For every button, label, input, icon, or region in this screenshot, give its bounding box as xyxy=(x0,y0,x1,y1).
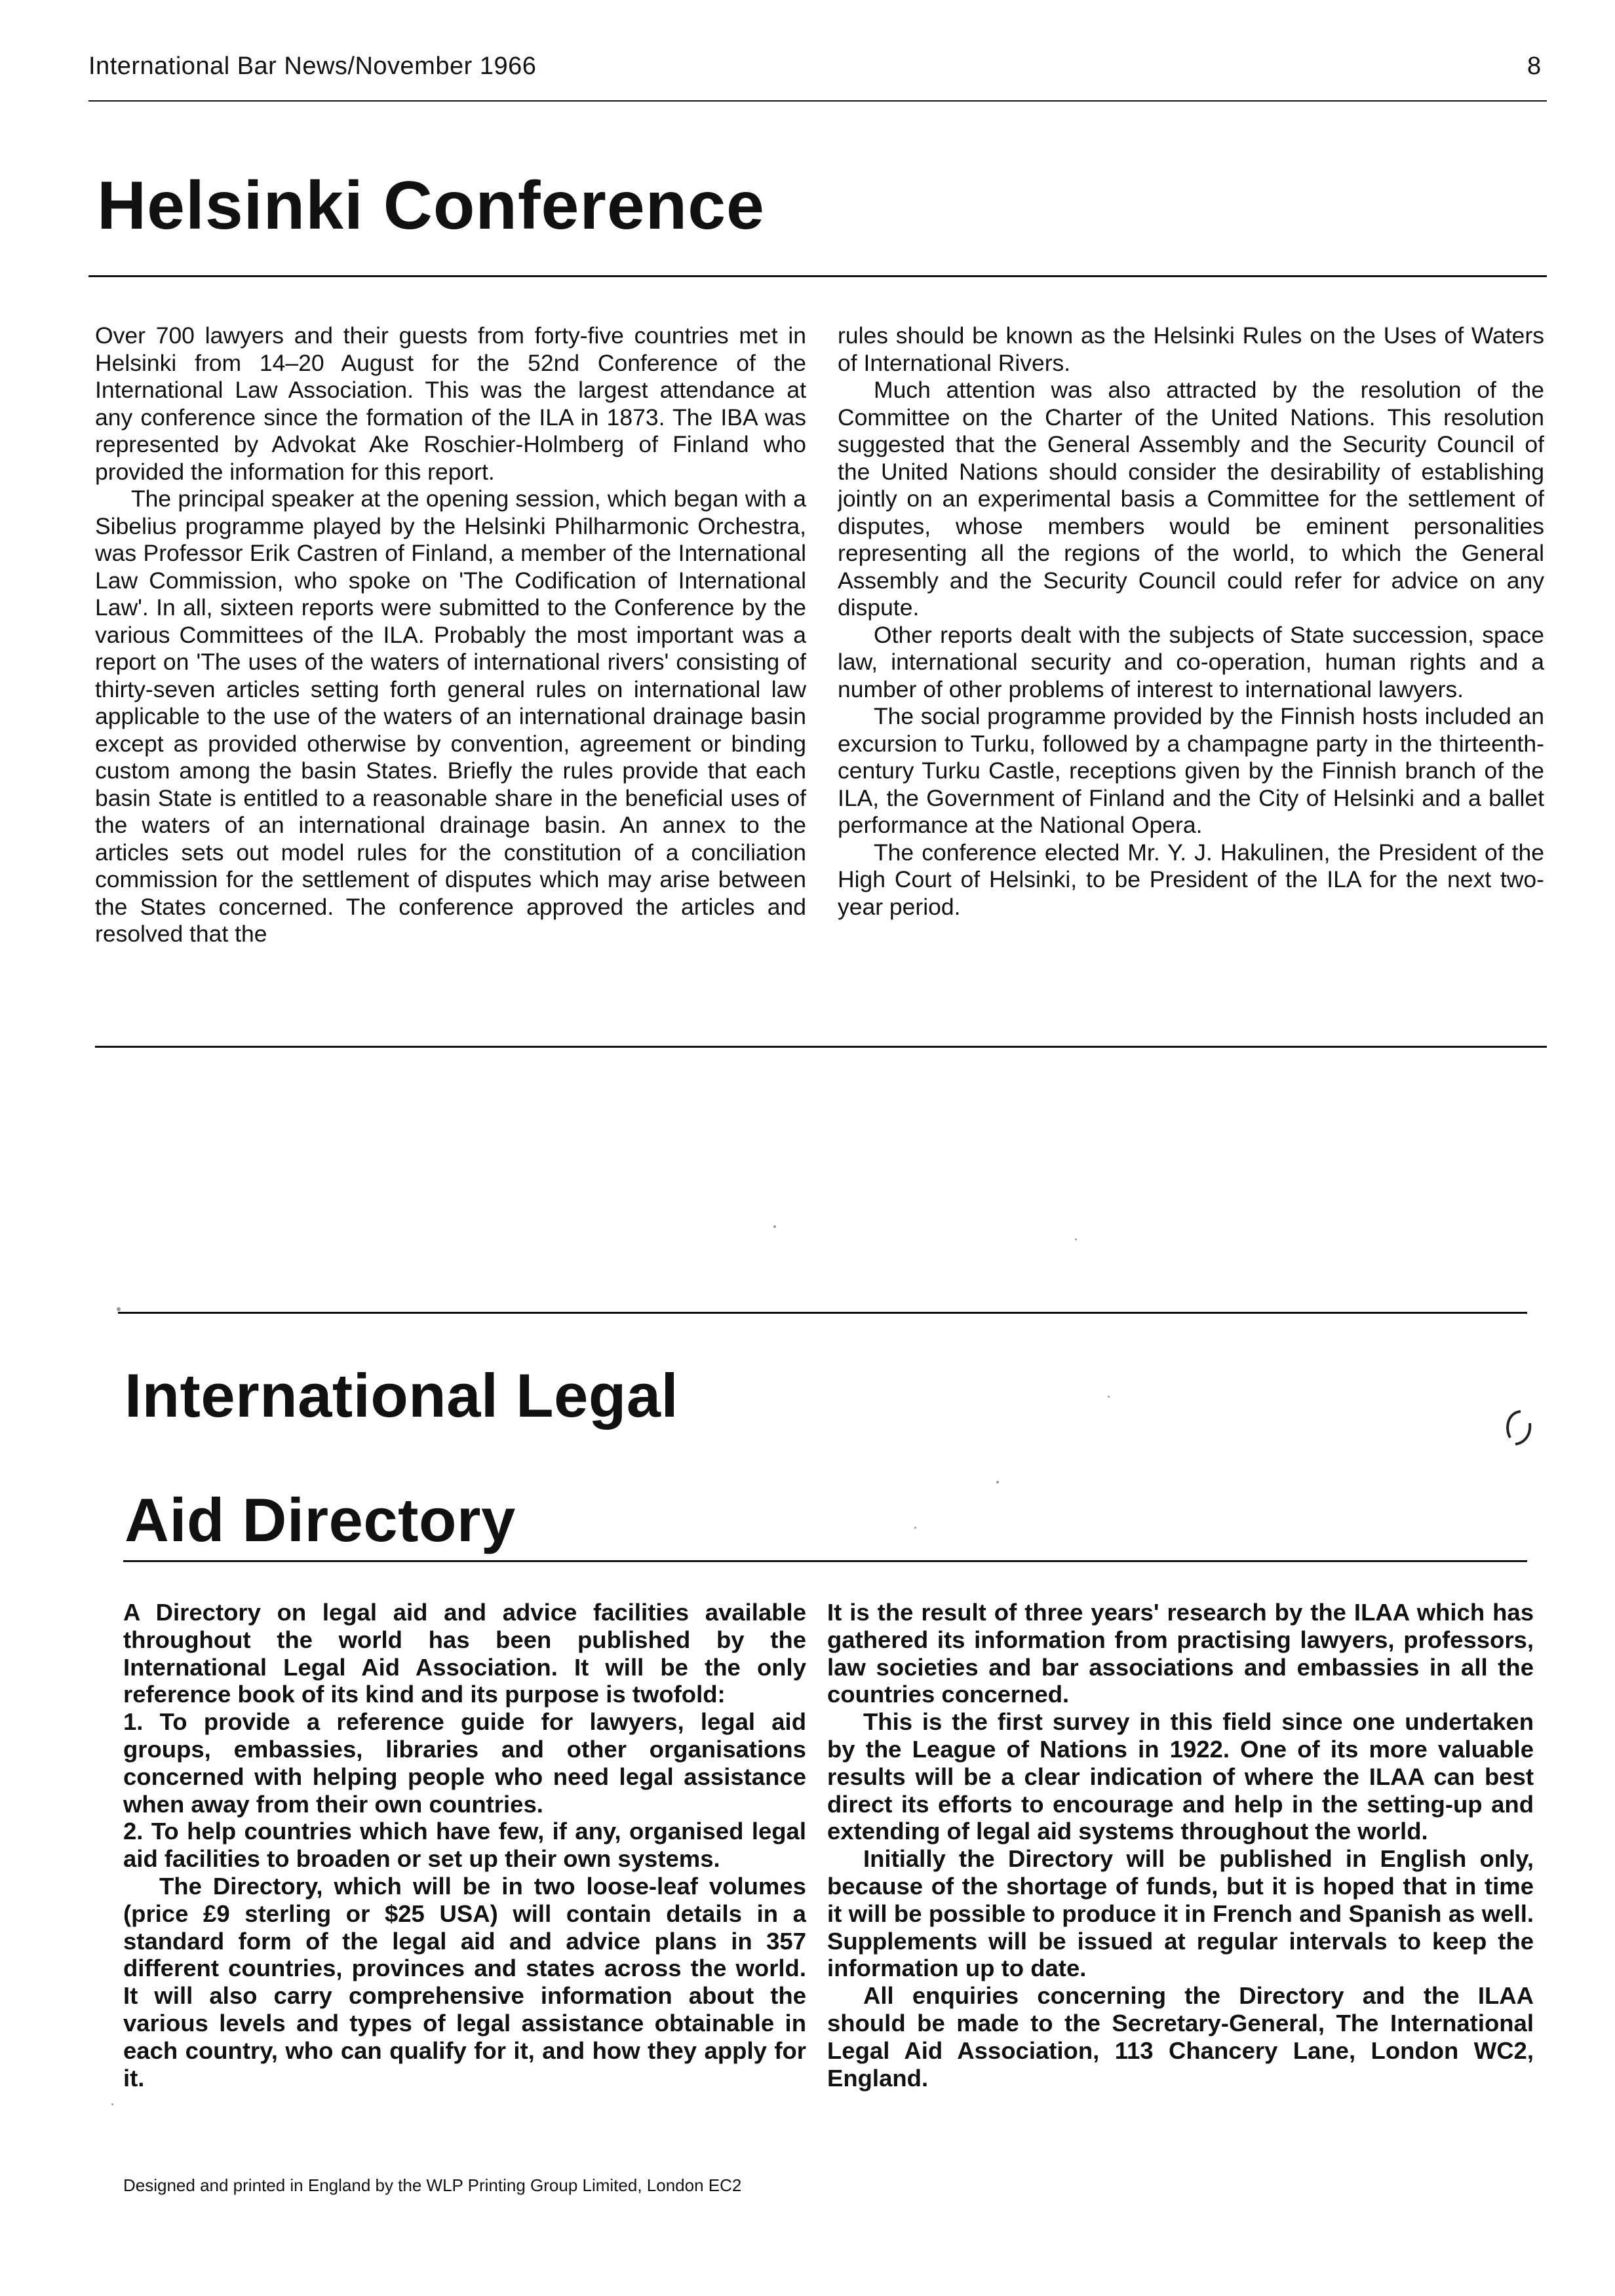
scan-speck xyxy=(111,2103,113,2105)
scan-speck xyxy=(773,1225,776,1228)
article-2-title-rule xyxy=(123,1560,1527,1562)
page-number: 8 xyxy=(1527,52,1542,80)
article-1-column-1 xyxy=(95,322,806,1017)
printer-imprint: Designed and printed in England by the WLP Printing Group Limited, London EC2 xyxy=(123,2175,742,2195)
article-2-paragraph: Initially the Directory will be published in English only, because of the shortage of funds, but it is hoped that in time it will be possible to produce it in French and Spanish as well. Supplements will be issued at regular intervals to keep the information up to date. xyxy=(827,1845,1534,1982)
article-1-paragraph: Over 700 lawyers and their guests from forty-five countries met in Helsinki from 14–20 August for the 52nd Conference of the International Law Association. This was the largest attendance at any conference since the formation of the ILA in 1873. The IBA was represented by Advokat Ake Roschier-Holmberg of Finland who provided the information for this report. xyxy=(95,322,806,485)
article-2-paragraph: A Directory on legal aid and advice facilities available throughout the world has been published by the International Legal Aid Association. It will be the only reference book of its kind and its purpose is twofold: xyxy=(123,1599,806,1708)
article-2-paragraph: The Directory, which will be in two loose-leaf volumes (price £9 sterling or $25 USA) will contain details in a standard form of the legal aid and advice plans in 357 different countries, provinces and states across the world. It will also carry comprehensive information about the various levels and types of legal assistance obtainable in each country, who can qualify for it, and how they apply for it. xyxy=(123,1872,806,2092)
article-1-paragraph: Other reports dealt with the subjects of State succession, space law, international security and co-operation, human rights and a number of other problems of interest to international lawyers. xyxy=(838,621,1544,702)
scan-speck xyxy=(914,1527,916,1529)
article-1-paragraph: rules should be known as the Helsinki Rules on the Uses of Waters of International Rivers. xyxy=(838,322,1544,376)
article-2-top-rule xyxy=(118,1312,1527,1314)
article-title-line: International Legal xyxy=(125,1361,679,1430)
article-2-column-2 xyxy=(827,1599,1534,2097)
article-1-paragraph: Much attention was also attracted by the resolution of the Committee on the Charter of the United Nations. This resolution suggested that the General Assembly and the Security Council of the United Nations should consider the desirability of establishing jointly on an experimental basis a Committee for the settlement of disputes, whose members would be eminent personalities representing all the regions of the world, to which the General Assembly and the Security Council could refer for advice on any dispute. xyxy=(838,377,1544,621)
article-2-paragraph: All enquiries concerning the Directory and the ILAA should be made to the Secretary-General, The International Legal Aid Association, 113 Chancery Lane, London WC2, England. xyxy=(827,1982,1534,2092)
running-header-title: International Bar News/November 1966 xyxy=(88,52,537,80)
scan-speck xyxy=(996,1481,999,1483)
article-2-paragraph: 1. To provide a reference guide for lawyers, legal aid groups, embassies, libraries and other organisations concerned with helping people who need legal assistance when away from their own countries. xyxy=(123,1708,806,1818)
article-1-paragraph: The social programme provided by the Finnish hosts included an excursion to Turku, followed by a champagne party in the thirteenth-century Turku Castle, receptions given by the Finnish branch of the ILA, the Government of Finland and the City of Helsinki and a ballet performance at the National Opera. xyxy=(838,703,1544,838)
article-2-column-1 xyxy=(123,1599,806,2097)
article-2-paragraph: 2. To help countries which have few, if any, organised legal aid facilities to broaden or set up their own systems. xyxy=(123,1818,806,1873)
scan-speck xyxy=(1108,1396,1110,1398)
article-1-paragraph: The principal speaker at the opening session, which began with a Sibelius programme played by the Helsinki Philharmonic Orchestra, was Professor Erik Castren of Finland, a member of the International Law Commission, who spoke on 'The Codification of International Law'. In all, sixteen reports were submitted to the Conference by the various Committees of the ILA. Probably the most important was a report on 'The uses of the waters of international rivers' consisting of thirty-seven articles setting forth general rules on international law applicable to the use of the waters of an international drainage basin except as provided otherwise by convention, agreement or binding custom among the basin States. Briefly the rules provide that each basin State is entitled to a reasonable share in the beneficial uses of the waters of an international drainage basin. An annex to the articles sets out model rules for the constitution of a conciliation commission for the settlement of disputes which may arise between the States concerned. The conference approved the articles and resolved that the xyxy=(95,486,806,947)
article-1-column-2 xyxy=(838,322,1544,997)
article-1-top-rule xyxy=(88,275,1547,277)
article-title-line: Aid Directory xyxy=(125,1485,516,1554)
article-2-paragraph: This is the first survey in this field since one undertaken by the League of Nations in 1922. One of its more valuable results will be a clear indication of where the ILAA can best direct its efforts to encourage and help in the setting-up and extending of legal aid systems throughout the world. xyxy=(827,1708,1534,1845)
article-title-legal-aid xyxy=(125,1333,678,1582)
corner-scan-mark xyxy=(1501,1409,1534,1448)
article-2-paragraph: It is the result of three years' research by the ILAA which has gathered its information from practising lawyers, professors, law societies and bar associations and embassies in all the countries concerned. xyxy=(827,1599,1534,1708)
article-title-helsinki: Helsinki Conference xyxy=(97,168,765,244)
scan-speck xyxy=(1075,1238,1077,1240)
scan-speck xyxy=(117,1307,121,1311)
article-1-bottom-rule xyxy=(95,1046,1547,1048)
article-1-paragraph: The conference elected Mr. Y. J. Hakulinen, the President of the High Court of Helsinki, to be President of the ILA for the next two-year period. xyxy=(838,839,1544,920)
header-rule xyxy=(88,100,1547,102)
